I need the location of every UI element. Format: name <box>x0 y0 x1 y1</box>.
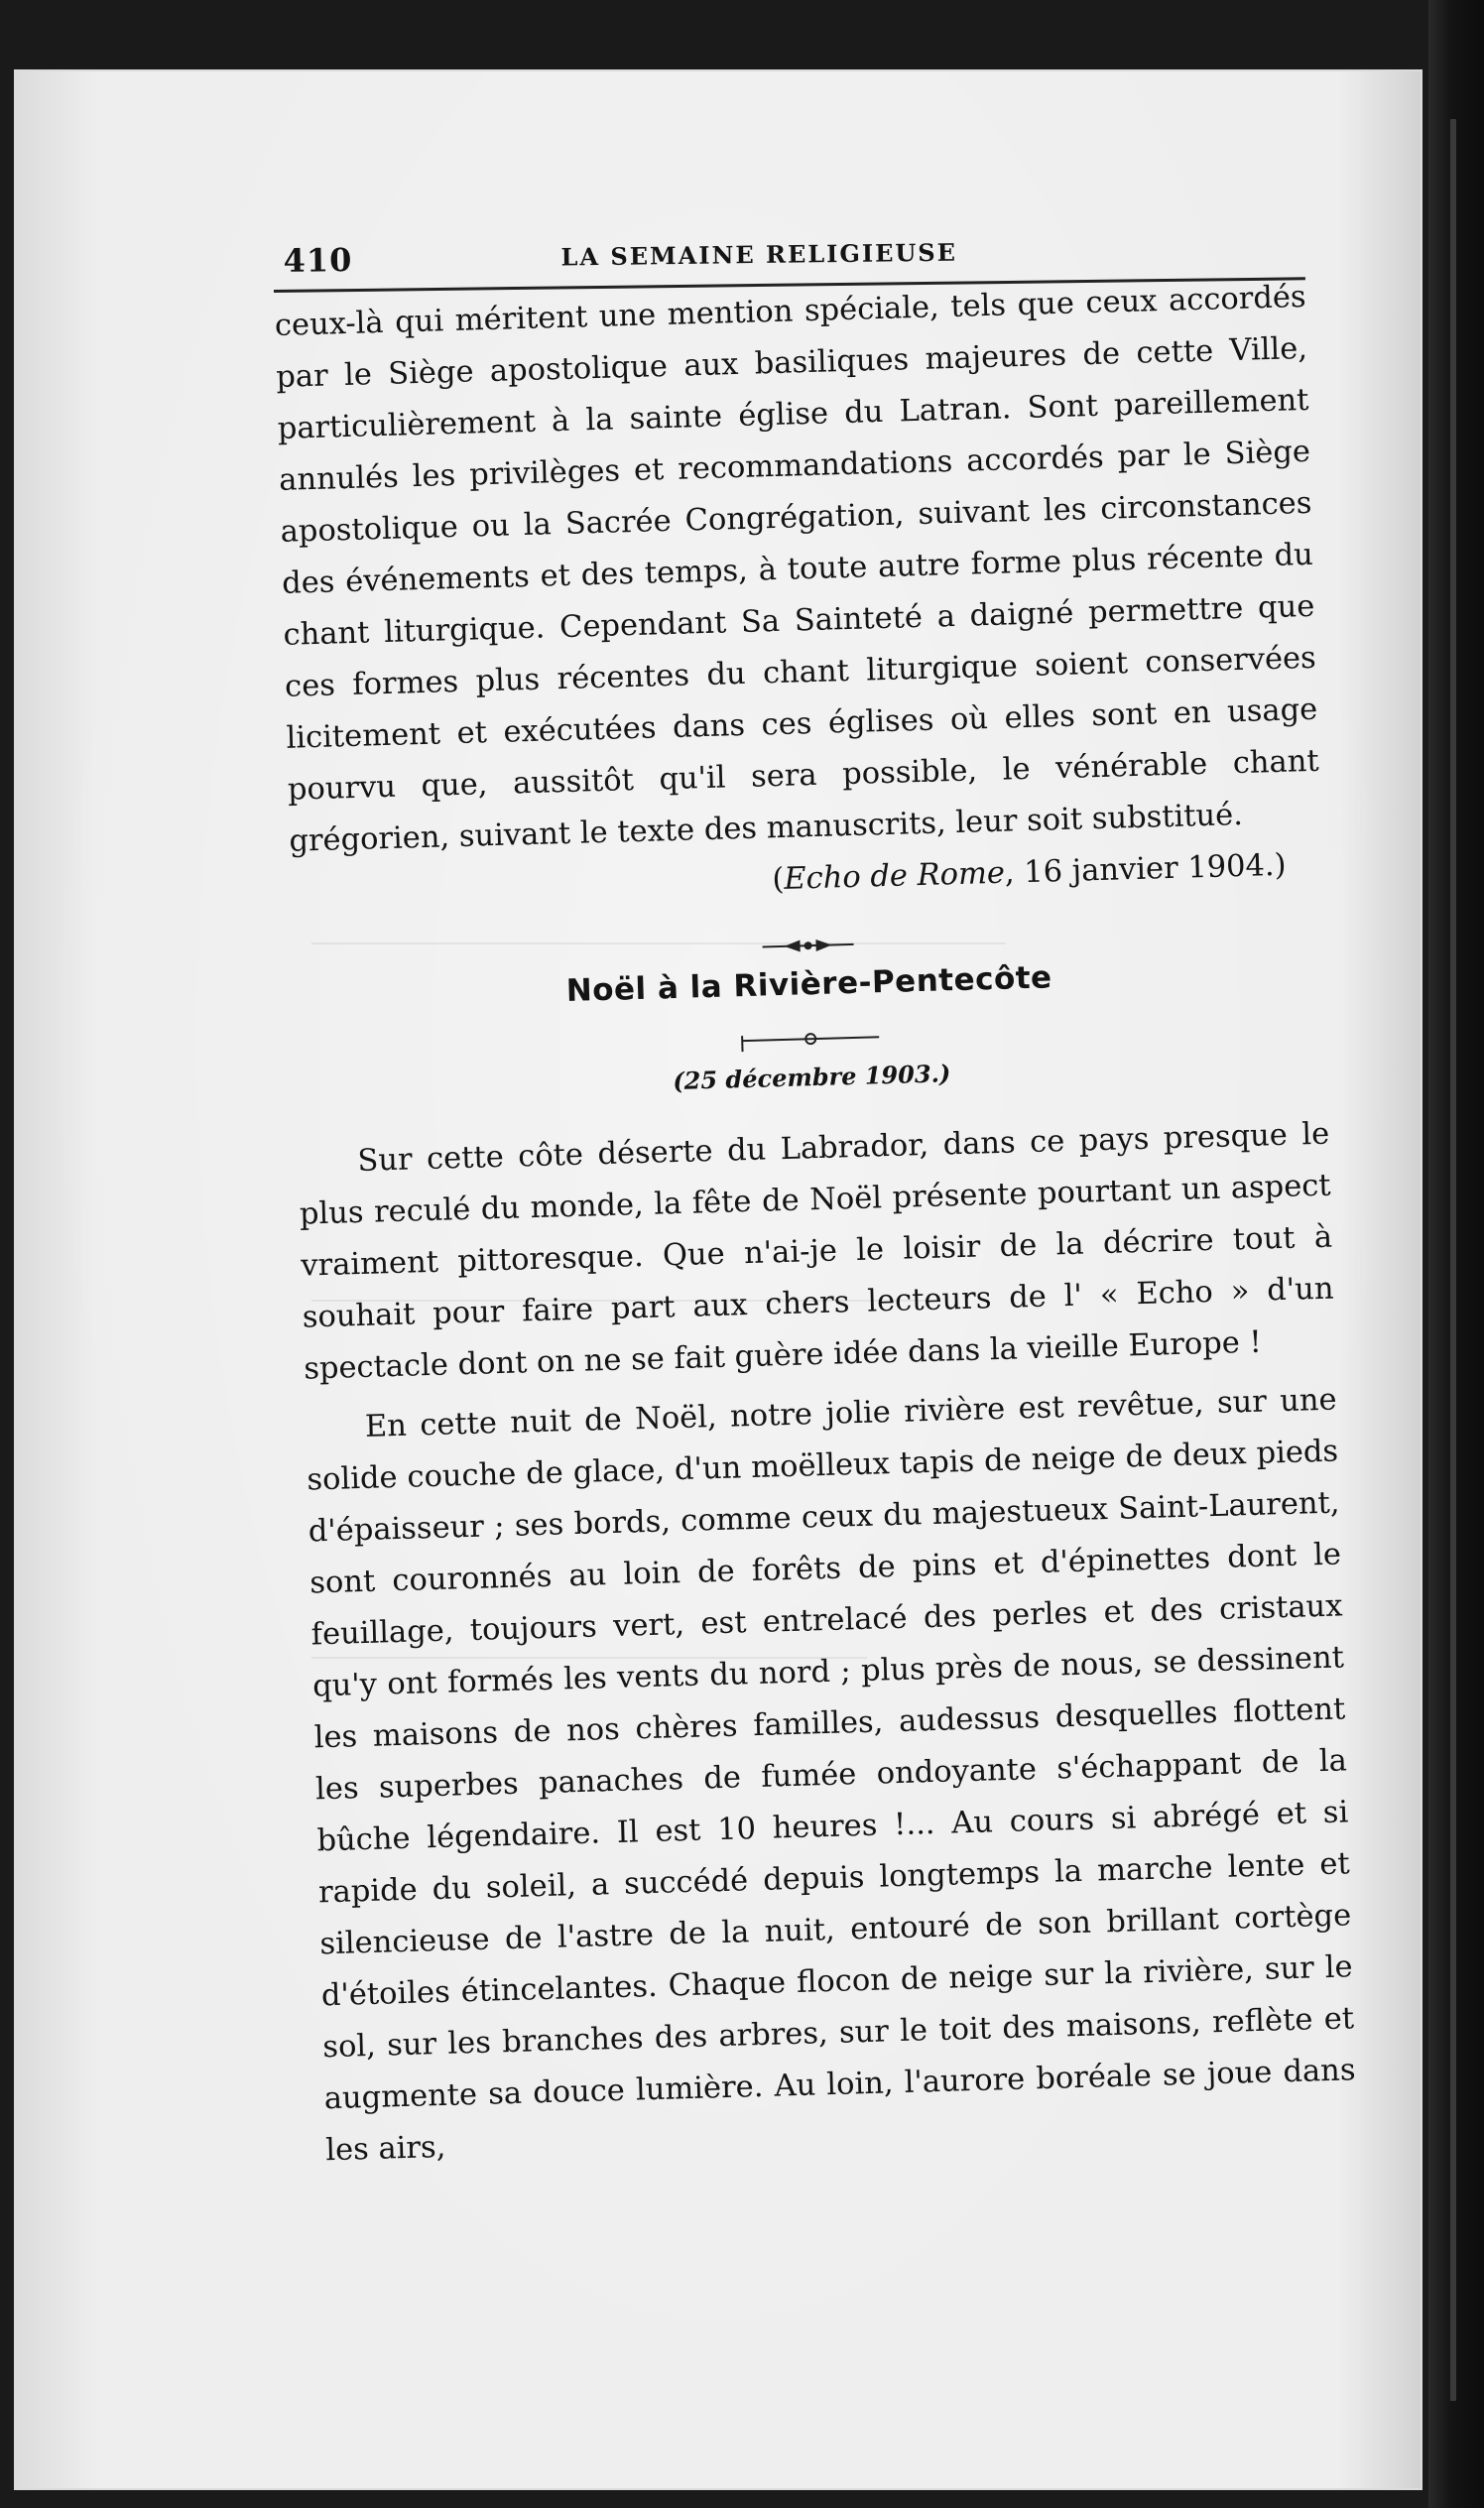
text-column <box>274 234 1356 2178</box>
page-edge-highlight <box>1450 119 1456 2401</box>
source-citation: (Echo de Rome, 16 janvier 1904.) <box>771 847 1288 898</box>
article-date: (25 décembre 1903.) <box>672 1059 951 1096</box>
adjacent-page-edge <box>1428 0 1484 2508</box>
article-paragraph: Sur cette côte déserte du Labrador, dans ce pays presque le plus reculé du monde, la fête de Noël présente pourtant un aspect vraiment pittoresque. Que n'ai-je le loisir de la décrire tout à souhait pour faire part aux chers lecteurs de l' « Echo » d'un spectacle dont on ne se fait guère idée dans la vieille Europe ! <box>299 1116 1334 1387</box>
article-title: Noël à la Rivière-Pentecôte <box>565 959 1053 1010</box>
citation-source: Echo de Rome <box>783 855 1006 897</box>
page-body <box>274 264 1358 2177</box>
title-rule-ornament <box>736 1024 886 1054</box>
citation-date: , 16 janvier 1904. <box>1004 848 1276 891</box>
page-number: 410 <box>283 241 353 280</box>
scanned-page <box>14 69 1422 2490</box>
ornament-divider <box>758 934 858 958</box>
article-paragraph: En cette nuit de Noël, notre jolie rivière est revêtue, sur une solide couche de glace, d'un moëlleux tapis de neige de deux pieds d'épaisseur ; ses bords, comme ceux du majestueux Saint-Laurent, sont couronnés au loin de forêts de pins et d'épinettes dont le feuillage, toujours vert, est entrelacé des perles et des cristaux qu'y ont formés les vents du nord ; plus près de nous, se dessinent les maisons de nos chères familles, audessus desquelles flottent les superbes panaches de fumée ondoyante s'échappant de la bûche légendaire. Il est 10 heures !... Au cours si abrégé et si rapide du soleil, a succédé depuis longtemps la marche lente et silencieuse de l'astre de la nuit, entouré de son brillant cortège d'étoiles étincelantes. Chaque flocon de neige sur la rivière, sur le sol, sur les branches des arbres, sur le toit des maisons, reflète et augmente sa douce lumière. Au loin, l'aurore boréale se joue dans les airs, <box>306 1382 1356 2169</box>
journal-title: LA SEMAINE RELIGIEUSE <box>560 237 958 272</box>
article-closing-paragraph: ceux-là qui méritent une mention spéciale, tels que ceux accordés par le Siège apostolique aux basiliques majeures de cette Ville, particulièrement à la sainte église du Latran. Sont pareillement annulés les privilèges et recommandations accordés par le Siège apostolique ou la Sacrée Congrégation, suivant les circonstances des événements et des temps, à toute autre forme plus récente du chant liturgique. Cependant Sa Sainteté a daigné permettre que ces formes plus récentes du chant liturgique soient conservées licitement et exécutées dans ces églises où elles sont en usage pourvu que, aussitôt qu'il sera possible, le vénérable chant grégorien, suivant le texte des manuscrits, leur soit substitué. <box>274 279 1320 859</box>
